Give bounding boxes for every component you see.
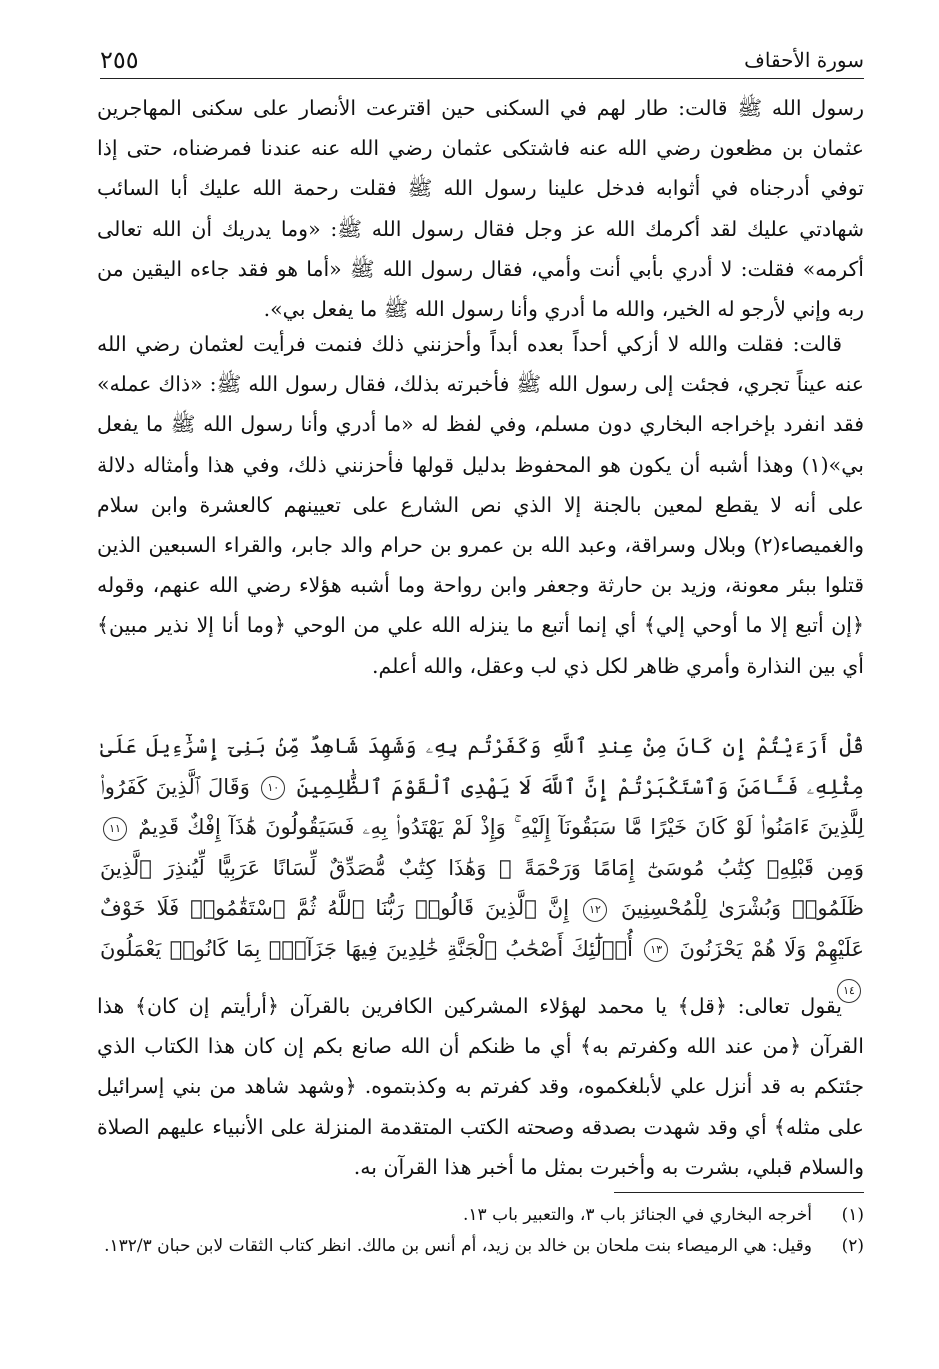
ayah-number-marker: ١٢: [583, 898, 607, 922]
ayah-number-marker: ١١: [103, 817, 127, 841]
ayah-number-marker: ١٤: [837, 979, 861, 1003]
page-number: ٢٥٥: [100, 46, 139, 74]
footnote-divider: [614, 1192, 864, 1193]
verse-text: وَقَالَ ٱلَّذِينَ كَفَرُوا۟ لِلَّذِينَ ءَامَنُوا۟ لَوْ كَانَ خَيْرًا مَّا سَبَقُونَآ إِلَيْهِ ۚ وَإِذْ لَمْ يَهْتَدُوا۟ بِهِۦ فَسَيَقُولُونَ هَٰذَآ إِفْكٌ قَدِيمٌ: [100, 774, 864, 839]
surah-name: سورة الأحقاف: [744, 48, 864, 72]
paragraph-text: يقول تعالى: ﴿قل﴾ يا محمد لهؤلاء المشركين الكافرين بالقرآن ﴿أرأيتم إن كان﴾ هذا القرآن ﴿من عند الله وكفرتم به﴾ أي ما ظنكم أن الله صانع بكم إن كان هذا الكتاب الذي جئتكم به قد أنزل علي لأبلغكموه، وقد كفرتم به وكذبتموه. ﴿وشهد شاهد من بني إسرائيل على مثله﴾ أي وقد شهدت بصدقه وصحته الكتب المتقدمة المنزلة على الأنبياء عليهم الصلاة والسلام قبلي، بشرت به وأخبرت بمثل ما أخبر هذا القرآن به.: [97, 994, 864, 1179]
paragraph-text: رسول الله ﷺ قالت: طار لهم في السكنى حين اقترعت الأنصار على سكنى المهاجرين عثمان بن مظعون رضي الله عنه فاشتكى عثمان رضي الله عنه عندنا فمرضناه، حتى إذا توفي أدرجناه في أثوابه فدخل علينا رسول الله ﷺ فقلت رحمة الله عليك أبا السائب شهادتي عليك لقد أكرمك الله عز وجل فقال رسول الله ﷺ: «وما يدريك أن الله تعالى أكرمه» فقلت: لا أدري بأبي أنت وأمي، فقال رسول الله ﷺ «أما هو فقد جاءه اليقين من ربه وإني لأرجو له الخير، والله ما أدري وأنا رسول الله ﷺ ما يفعل بي».: [97, 96, 864, 322]
footnotes: [100, 1200, 864, 1262]
quran-verses: [100, 726, 864, 1010]
ayah-number-marker: ١٠: [261, 776, 285, 800]
footnote: [100, 1200, 864, 1231]
footnote-text: وقيل: هي الرميصاء بنت ملحان بن خالد بن زيد، أم أنس بن مالك. انظر كتاب الثقات لابن حبان ١٣٢/٣.: [104, 1236, 812, 1256]
paragraph-commentary: [97, 324, 864, 686]
verse-text: قُلْ أَرَءَيْتُمْ إِن كَانَ مِنْ عِندِ ٱللَّهِ وَكَفَرْتُم بِهِۦ وَشَهِدَ شَاهِدٌ مِّنۢ بَنِىٓ إِسْرَٰٓءِيلَ عَلَىٰ مِثْلِهِۦ فَـَٔامَنَ وَٱسْتَكْبَرْتُمْ إِنَّ ٱللَّهَ لَا يَهْدِى ٱلْقَوْمَ ٱلظَّٰلِمِينَ: [100, 734, 865, 799]
verse-block: [100, 726, 864, 1010]
tafsir-paragraph: [97, 986, 864, 1187]
verse-text: أُو۟لَٰٓئِكَ أَصْحَٰبُ ٱلْجَنَّةِ خَٰلِدِينَ فِيهَا جَزَآءًۢ بِمَا كَانُوا۟ يَعْمَلُونَ: [100, 936, 633, 961]
page-header: [100, 38, 864, 79]
footnote: [100, 1231, 864, 1262]
verse-text: إِنَّ ٱلَّذِينَ قَالُوا۟ رَبُّنَا ٱللَّهُ ثُمَّ ٱسْتَقَٰمُوا۟ فَلَا خَوْفٌ عَلَيْهِمْ وَلَا هُمْ يَحْزَنُونَ: [100, 896, 864, 961]
paragraph-text: قالت: فقلت والله لا أزكي أحداً بعده أبداً وأحزنني ذلك فنمت فرأيت لعثمان رضي الله عنه عيناً تجري، فجئت إلى رسول الله ﷺ فأخبرته بذلك، فقال رسول الله ﷺ: «ذاك عمله» فقد انفرد بإخراجه البخاري دون مسلم، وفي لفظ له «ما أدري وأنا رسول الله ﷺ ما يفعل بي»(١) وهذا أشبه أن يكون هو المحفوظ بدليل قولها فأحزنني ذلك، وفي هذا وأمثاله دلالة على أنه لا يقطع لمعين بالجنة إلا الذي نص الشارع على تعيينهم كالعشرة وابن سلام والغميصاء(٢) وبلال وسراقة، وعبد الله بن عمرو بن حرام والد جابر، والقراء السبعين الذين قتلوا ببئر معونة، وزيد بن حارثة وجعفر وابن رواحة وما أشبه هؤلاء رضي الله عنهم، وقوله ﴿إن أتبع إلا ما أوحي إلي﴾ أي إنما أتبع ما ينزله الله علي من الوحي ﴿وما أنا إلا نذير مبين﴾ أي بين النذارة وأمري ظاهر لكل ذي لب وعقل، والله أعلم.: [97, 332, 865, 678]
ayah-number-marker: ١٣: [644, 938, 668, 962]
paragraph-hadith: [97, 88, 864, 329]
footnote-number: (١): [841, 1205, 864, 1225]
verse-text: وَمِن قَبْلِهِۦ كِتَٰبُ مُوسَىٰٓ إِمَامًا وَرَحْمَةً ۚ وَهَٰذَا كِتَٰبٌ مُّصَدِّقٌ لِّسَانًا عَرَبِيًّا لِّيُنذِرَ ٱلَّذِينَ ظَلَمُوا۟ وَبُشْرَىٰ لِلْمُحْسِنِينَ: [100, 855, 864, 920]
footnote-number: (٢): [841, 1236, 864, 1256]
footnote-text: أخرجه البخاري في الجنائز باب ٣، والتعبير باب ١٣.: [463, 1205, 812, 1225]
